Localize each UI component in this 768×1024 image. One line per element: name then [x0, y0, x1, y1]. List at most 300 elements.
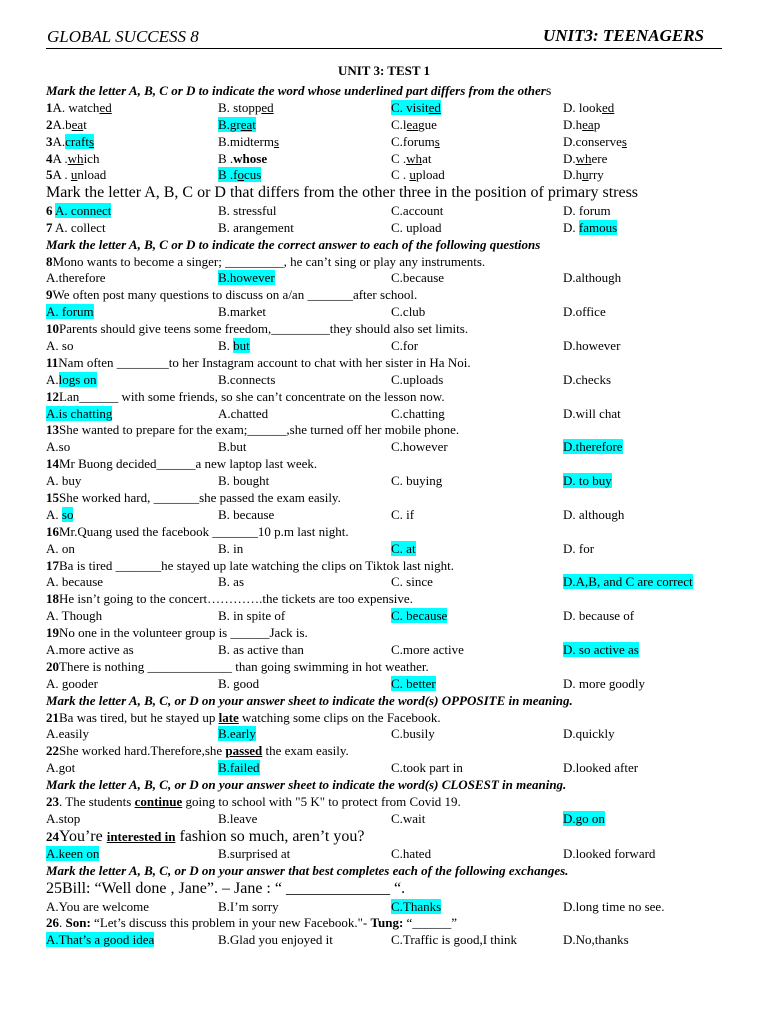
- answer-option: [563, 899, 664, 916]
- question-number: 24: [46, 828, 59, 844]
- answer-option-text: ea: [240, 116, 253, 132]
- answer-options-row: [46, 676, 736, 693]
- question-stem: [46, 625, 736, 642]
- answer-option-text: A. collect: [52, 219, 106, 235]
- question-number: 23: [46, 794, 59, 810]
- answer-option-text: A .: [52, 167, 71, 183]
- question-number: 17: [46, 557, 59, 573]
- answer-option-text: C.forum: [391, 133, 435, 149]
- answer-option-text: ich: [83, 150, 100, 166]
- question-number: 22: [46, 743, 59, 759]
- answer-option-text: D. for: [563, 540, 595, 556]
- answer-options-row: [46, 811, 736, 828]
- question-number: 11: [46, 354, 59, 370]
- question-text: . The students: [59, 794, 135, 810]
- answer-option: [563, 117, 600, 134]
- question-number: 20: [46, 658, 59, 674]
- answer-option: [391, 473, 442, 490]
- answer-option: [391, 151, 431, 168]
- instruction-text: s: [545, 84, 552, 99]
- answer-option-text: D.will chat: [563, 405, 621, 421]
- answer-option-text: s: [621, 133, 627, 149]
- answer-option-text: D. forum: [563, 202, 611, 218]
- answer-option: [391, 574, 433, 591]
- answer-option-text: B. because: [218, 506, 275, 522]
- answer-option-text: C.chatting: [391, 405, 445, 421]
- answer-option: [391, 541, 416, 558]
- answer-option-text: C.club: [391, 304, 426, 320]
- instruction-text: Mark the letter A, B, C, or D on your answer that best completes each of the following exchanges.: [46, 863, 569, 879]
- answer-options-row: [46, 541, 736, 558]
- answer-option-text: D.although: [563, 270, 622, 286]
- answer-option-text: B. in spite of: [218, 608, 286, 624]
- answer-option: [218, 406, 268, 423]
- answer-option: [391, 760, 463, 777]
- instruction: [46, 184, 736, 203]
- question-text: watching some clips on the Facebook.: [238, 709, 441, 725]
- question-number: 4: [46, 150, 53, 166]
- answer-option-text: D.office: [563, 304, 606, 320]
- answer-option-text: D. so active as: [563, 642, 639, 657]
- answer-options-row: [46, 846, 736, 863]
- answer-option: [391, 372, 443, 389]
- answer-option-text: ed: [99, 99, 112, 115]
- question-number: 8: [46, 253, 53, 269]
- answer-option: [563, 811, 605, 828]
- question-number: 1: [46, 99, 53, 115]
- answer-option: [563, 304, 606, 321]
- answer-option: [391, 507, 414, 524]
- test-title: UNIT 3: TEST 1: [337, 63, 431, 78]
- answer-option: [563, 932, 629, 949]
- answer-option-text: s: [273, 133, 280, 149]
- question-number: 7: [46, 219, 53, 235]
- answer-option-text: C.l: [391, 116, 407, 132]
- answer-option: [218, 932, 333, 949]
- question-stem: [46, 659, 736, 676]
- answer-option: [391, 117, 437, 134]
- answer-option-text: C.because: [391, 270, 445, 286]
- answer-option-text: wh: [575, 150, 592, 166]
- answer-option-text: A. because: [46, 574, 104, 590]
- answer-option-text: ed: [261, 99, 274, 115]
- answer-option-text: but: [233, 337, 250, 353]
- answer-option-text: A.: [46, 506, 62, 522]
- answer-option: [46, 726, 89, 743]
- answer-option-text: B. in: [218, 540, 244, 556]
- answer-option-text: B. as: [218, 574, 244, 590]
- answer-option-text: A.so: [46, 439, 71, 455]
- answer-option-text: C. buying: [391, 473, 443, 489]
- answer-option: [218, 134, 279, 151]
- question-number: 6: [46, 202, 53, 218]
- question-number: 19: [46, 625, 59, 641]
- answer-option: [391, 338, 418, 355]
- instruction-text: Mark the letter A, B, C or D to indicate the correct answer to each of the following questions: [46, 236, 541, 252]
- answer-options-row: [46, 439, 736, 456]
- answer-option-text: A. watch: [52, 99, 100, 115]
- question-text: going to school with "5 K" to protect from Covid 19.: [182, 794, 461, 810]
- answer-option-text: D.h: [563, 167, 583, 183]
- answer-option-text: logs on: [58, 371, 97, 387]
- answer-option: [46, 304, 94, 321]
- question-text: .: [59, 915, 66, 931]
- answer-options-row: [46, 726, 736, 743]
- header-unit-title: UNIT3: TEENAGERS: [542, 26, 704, 45]
- question-stem: [46, 422, 736, 439]
- answer-options-row: [46, 574, 736, 591]
- answer-option: [563, 100, 614, 117]
- question-stem: [46, 794, 736, 811]
- answer-options-row: [46, 372, 736, 389]
- answer-options-row: [46, 134, 736, 151]
- answer-option: [218, 220, 294, 237]
- answer-options-row: [46, 220, 736, 237]
- question-number: 21: [46, 709, 59, 725]
- answer-option-text: A. buy: [46, 473, 82, 489]
- answer-option-text: D.checks: [563, 371, 612, 387]
- answer-option: [46, 203, 111, 220]
- answer-option-text: B .f: [218, 167, 238, 183]
- question-text: We often post many questions to discuss on a/an _______after school.: [52, 287, 418, 303]
- answer-option: [46, 473, 81, 490]
- answer-options-row: [46, 100, 736, 117]
- answer-option-text: B.: [218, 337, 234, 353]
- answer-option-text: A.: [46, 371, 59, 387]
- question-text: Tung:: [370, 915, 404, 931]
- question-text: Ba is tired _______he stayed up late watching the clips on Tiktok last night.: [59, 557, 455, 573]
- answer-option: [218, 270, 275, 287]
- question-text: She worked hard, _______she passed the exam easily.: [59, 489, 341, 505]
- answer-option: [46, 100, 112, 117]
- answer-option-text: ere: [591, 150, 608, 166]
- answer-option-text: B. arangement: [218, 219, 294, 235]
- answer-option: [46, 439, 70, 456]
- answer-option-text: A. so: [46, 337, 74, 353]
- question-stem: [46, 355, 736, 372]
- answer-option: [46, 507, 73, 524]
- answer-option: [391, 932, 517, 949]
- instruction: [46, 237, 736, 254]
- answer-options-row: [46, 932, 736, 949]
- answer-option: [563, 134, 627, 151]
- answer-option-text: t: [83, 116, 87, 132]
- answer-option-text: A.stop: [46, 810, 81, 826]
- answer-option-text: gue: [418, 116, 437, 132]
- answer-option-text: D.A,B, and C are correct: [563, 574, 693, 590]
- answer-option: [563, 151, 607, 168]
- answer-option: [46, 117, 87, 134]
- answer-option-text: B.Glad you enjoyed it: [218, 932, 333, 948]
- answer-options-row: [46, 406, 736, 423]
- answer-option-text: C.took part in: [391, 760, 463, 776]
- question-stem: [46, 828, 736, 847]
- answer-option: [563, 338, 620, 355]
- answer-option-text: A. connect: [55, 202, 112, 218]
- question-stem: [46, 710, 736, 727]
- answer-option: [391, 167, 445, 184]
- question-number: 13: [46, 422, 59, 438]
- answer-option-text: C. better: [391, 675, 436, 691]
- answer-option-text: A.therefore: [46, 270, 106, 286]
- question-text: Bill: “Well done , Jane”. – Jane : “ _____________ “.: [62, 880, 406, 898]
- answer-option: [391, 304, 425, 321]
- question-text: fashion so much, aren’t you?: [175, 827, 365, 845]
- question-number: 10: [46, 321, 59, 337]
- answer-option: [391, 439, 448, 456]
- answer-option: [218, 117, 256, 134]
- answer-option: [563, 608, 634, 625]
- answer-option: [218, 608, 285, 625]
- question-text: “Let’s discuss this problem in your new Facebook."-: [90, 915, 371, 931]
- answer-option-text: D.: [563, 150, 576, 166]
- answer-option-text: B .: [218, 150, 234, 166]
- answer-option-text: D. more goodly: [563, 675, 645, 691]
- answer-option: [218, 574, 244, 591]
- answer-option: [46, 760, 75, 777]
- answer-option: [46, 134, 94, 151]
- answer-options-row: [46, 203, 736, 220]
- answer-options-row: [46, 151, 736, 168]
- answer-option-text: B. bought: [218, 473, 270, 489]
- answer-option: [563, 642, 639, 659]
- answer-option-text: C. at: [391, 540, 416, 556]
- answer-option-text: A.b: [52, 116, 72, 132]
- answer-option: [563, 846, 655, 863]
- question-number: 25: [46, 880, 62, 898]
- question-text: Son:: [65, 915, 91, 931]
- answer-option-text: B.gr: [218, 116, 241, 132]
- answer-option-text: D. to buy: [563, 473, 612, 489]
- answer-option: [391, 203, 443, 220]
- answer-option: [563, 760, 638, 777]
- answer-option-text: D. although: [563, 506, 625, 522]
- answer-option: [391, 100, 441, 117]
- question-stem: [46, 490, 736, 507]
- answer-option-text: C.account: [391, 202, 444, 218]
- answer-option-text: D.therefore: [563, 439, 623, 455]
- answer-option: [46, 372, 97, 389]
- answer-option: [218, 151, 267, 168]
- answer-option-text: C.busily: [391, 726, 435, 742]
- answer-option-text: B. as active than: [218, 642, 304, 657]
- answer-option-text: B. stressful: [218, 202, 277, 218]
- answer-option-text: ea: [582, 116, 594, 132]
- answer-option-text: C. because: [391, 608, 448, 624]
- answer-option: [391, 676, 436, 693]
- answer-option: [218, 846, 290, 863]
- answer-option-text: B.but: [218, 439, 247, 455]
- answer-option-text: u: [70, 167, 78, 183]
- answer-option: [46, 270, 106, 287]
- answer-option: [46, 574, 103, 591]
- question-text: She wanted to prepare for the exam;______,she turned off her mobile phone.: [59, 422, 460, 438]
- answer-option-text: famous: [578, 219, 618, 235]
- answer-option: [218, 100, 274, 117]
- answer-option-text: A. forum: [46, 304, 94, 320]
- question-number: 3: [46, 133, 53, 149]
- answer-option-text: B.failed: [218, 760, 260, 776]
- answer-option-text: D.conserve: [563, 133, 622, 149]
- answer-option: [391, 608, 447, 625]
- answer-option-text: D. because of: [563, 608, 635, 624]
- instruction: [46, 777, 736, 794]
- answer-option-text: D.: [563, 219, 579, 235]
- instruction: [46, 693, 736, 710]
- question-number: 2: [46, 116, 53, 132]
- answer-option: [46, 899, 149, 916]
- answer-option-text: D. look: [563, 99, 602, 115]
- question-number: 5: [46, 167, 53, 183]
- answer-option-text: A. gooder: [46, 675, 98, 691]
- answer-option: [46, 151, 99, 168]
- answer-option: [46, 608, 102, 625]
- answer-option-text: s: [88, 133, 95, 149]
- question-number: 16: [46, 523, 59, 539]
- question-stem: [46, 915, 736, 932]
- answer-option-text: D.quickly: [563, 726, 615, 742]
- answer-option-text: C .: [391, 150, 407, 166]
- answer-option: [218, 439, 247, 456]
- answer-option-text: D.No,thanks: [563, 932, 629, 948]
- question-text: You’re: [59, 827, 107, 845]
- answer-options-row: [46, 117, 736, 134]
- answer-option-text: A.That’s a good idea: [46, 932, 155, 948]
- answer-option-text: A.You are welcome: [46, 898, 150, 914]
- answer-option-text: D.long time no see.: [563, 898, 665, 914]
- answer-options-row: [46, 167, 736, 184]
- answer-option: [218, 642, 304, 659]
- answer-option: [563, 167, 604, 184]
- instruction: [46, 863, 736, 880]
- instruction-text: Mark the letter A, B, C or D to indicate the word whose underlined part differs from the other: [46, 83, 546, 98]
- answer-option: [218, 726, 256, 743]
- answer-option-text: nload: [77, 167, 107, 183]
- answer-option-text: ed: [428, 99, 441, 115]
- question-text: She worked hard.Therefore,she: [59, 743, 226, 759]
- answer-option: [46, 167, 106, 184]
- answer-option-text: C.however: [391, 439, 448, 455]
- answer-option-text: A .: [52, 150, 68, 166]
- question-text: There is nothing _____________ than going swimming in hot weather.: [59, 658, 429, 674]
- answer-option-text: craft: [65, 133, 89, 149]
- question-number: 15: [46, 489, 59, 505]
- question-text: Mono wants to become a singer; _________, he can’t sing or play any instruments.: [52, 253, 486, 269]
- answer-option-text: A.more active as: [46, 642, 134, 657]
- question-text: Lan______ with some friends, so she can’t concentrate on the lesson now.: [59, 388, 445, 404]
- answer-option-text: B.I’m sorry: [218, 898, 279, 914]
- answer-option: [218, 473, 269, 490]
- question-number: 9: [46, 287, 53, 303]
- answer-option: [218, 541, 243, 558]
- question-number: 12: [46, 388, 59, 404]
- answer-option-text: D.looked after: [563, 760, 639, 776]
- answer-option: [563, 676, 645, 693]
- answer-option-text: p: [593, 116, 601, 132]
- answer-option-text: C. since: [391, 574, 433, 590]
- answer-option: [46, 676, 98, 693]
- answer-option-text: pload: [415, 167, 445, 183]
- answer-option: [563, 541, 594, 558]
- answer-option: [391, 270, 444, 287]
- question-number: 14: [46, 456, 59, 472]
- question-stem: [46, 558, 736, 575]
- answer-option-text: o: [237, 167, 244, 183]
- answer-option: [46, 541, 75, 558]
- question-stem: [46, 287, 736, 304]
- answer-options-row: [46, 304, 736, 321]
- answer-option: [391, 811, 425, 828]
- answer-option-text: C.wait: [391, 810, 426, 826]
- answer-option: [563, 574, 693, 591]
- answer-options-row: [46, 608, 736, 625]
- question-stem: [46, 254, 736, 271]
- answer-option-text: C.uploads: [391, 371, 444, 387]
- instruction-text: Mark the letter A, B, C or D that differs from the other three in the position of primary stress: [46, 184, 639, 202]
- answer-option-text: at: [422, 150, 432, 166]
- answer-option: [563, 372, 611, 389]
- answer-option-text: D.go on: [563, 810, 605, 826]
- instruction-text: Mark the letter A, B, C, or D on your answer sheet to indicate the word(s) OPPOSITE in meaning.: [46, 692, 573, 708]
- answer-option-text: D.looked forward: [563, 846, 656, 862]
- answer-option-text: B.surprised at: [218, 846, 291, 862]
- answer-option-text: cus: [244, 167, 262, 183]
- answer-option: [46, 220, 106, 237]
- answer-options-row: [46, 473, 736, 490]
- question-number: 18: [46, 591, 59, 607]
- answer-option-text: B.midterm: [218, 133, 274, 149]
- answer-option-text: C. visit: [391, 99, 429, 115]
- answer-option: [563, 439, 623, 456]
- answer-option: [46, 811, 80, 828]
- answer-option-text: B.leave: [218, 810, 258, 826]
- answer-option: [391, 899, 441, 916]
- answer-option: [563, 270, 621, 287]
- question-text: He isn’t going to the concert………….the tickets are too expensive.: [59, 591, 413, 607]
- question-stem: [46, 880, 736, 899]
- answer-option: [391, 642, 464, 659]
- answer-option-text: A.: [52, 133, 66, 149]
- answer-option: [218, 372, 275, 389]
- question-stem: [46, 456, 736, 473]
- instruction-text: Mark the letter A, B, C, or D on your answer sheet to indicate the word(s) CLOSEST in meaning.: [46, 777, 567, 793]
- question-text: Ba was tired, but he stayed up: [59, 709, 219, 725]
- answer-option: [46, 406, 112, 423]
- answer-option: [391, 726, 435, 743]
- answer-option: [218, 676, 259, 693]
- answer-option-text: B.connects: [218, 371, 276, 387]
- answer-option-text: C.hated: [391, 846, 432, 862]
- answer-option-text: C.for: [391, 337, 419, 353]
- answer-option: [218, 203, 277, 220]
- answer-option-text: rry: [588, 167, 604, 183]
- question-text: interested in: [106, 828, 176, 844]
- question-stem: [46, 591, 736, 608]
- answer-option: [391, 846, 431, 863]
- answer-option-text: B.however: [218, 270, 275, 286]
- answer-option: [218, 167, 261, 184]
- answer-option-text: so: [61, 506, 74, 522]
- answer-option: [563, 473, 612, 490]
- answer-option: [563, 406, 621, 423]
- answer-option-text: B.market: [218, 304, 267, 320]
- answer-option-text: C.Traffic is good,I think: [391, 932, 518, 948]
- question-stem: [46, 743, 736, 760]
- answer-option-text: B. stopp: [218, 99, 262, 115]
- answer-option: [218, 760, 260, 777]
- answer-option: [46, 642, 134, 659]
- question-text: No one in the volunteer group is ______Jack is.: [59, 625, 308, 641]
